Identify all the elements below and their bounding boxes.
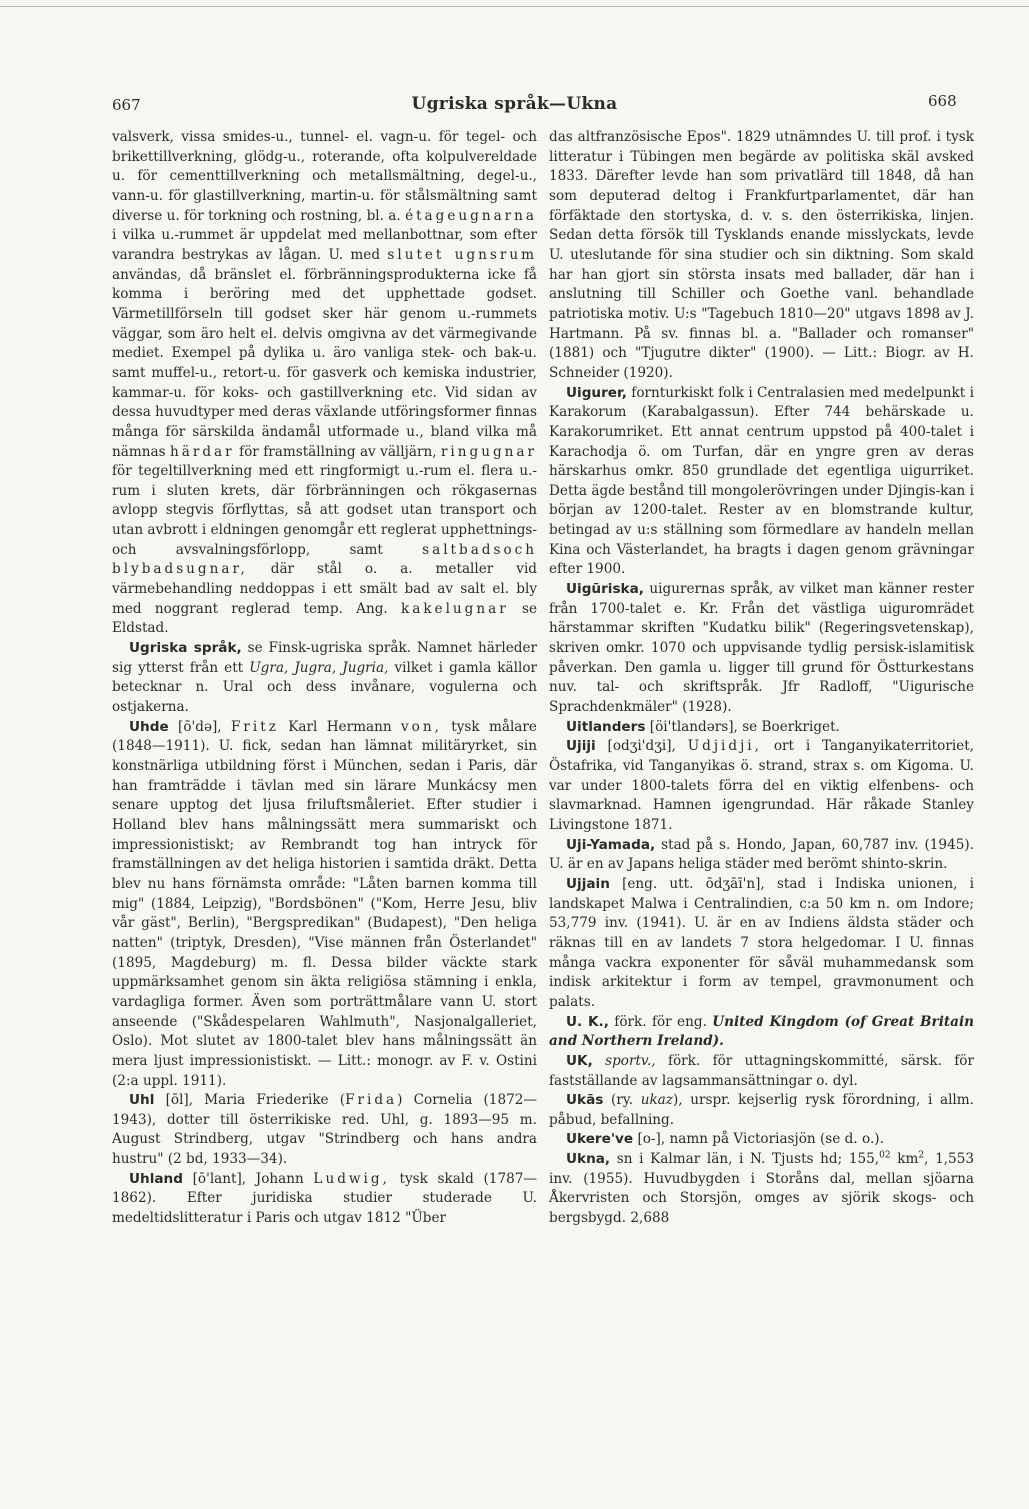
headword: Uji-Yamada, <box>566 836 656 853</box>
entry-ukereve: Ukere've [o-], namn på Victoriasjön (se d. o.). <box>566 1131 884 1148</box>
headword: Ujiji <box>566 738 596 755</box>
headword: Uhde <box>129 718 169 735</box>
headword: Ujjain <box>566 875 610 892</box>
headword: UK, <box>566 1052 593 1069</box>
entry-uk: U. K., förk. för eng. United Kingdom (of Great Britain and Northern Ireland). <box>549 1013 974 1050</box>
entry-uk-sport: UK, sportv., förk. för uttagningskommitté, särsk. för fastställande av lagsammansättningar o. dyl. <box>549 1052 974 1089</box>
entry-ujjain: Ujjain [eng. utt. ōdʒāī'n], stad i Indiska unionen, i landskapet Malwa i Centralindien, c:a 50 km n. om Indore; 53,779 inv. (1941). U. är en av Indiens äldsta städer och räknas till en av landets 7 stora helgedomar. I U. finnas många vackra exponenter för såväl muhammedansk som indisk arkitektur i form av tempel, gravmonument och palats. <box>549 875 975 1010</box>
left-column <box>112 128 537 1229</box>
headword: Uitlanders <box>566 718 646 735</box>
entry-ukas: Ukās (ry. ukaz), urspr. kejserlig rysk förordning, i allm. påbud, befallning. <box>549 1092 974 1128</box>
continued-paragraph: valsverk, vissa smides-u., tunnel- el. vagn-u. för tegel- och brikettillverkning, glödg-u., roterande, ofta kolpulvereldade u. för cementtillverkning och metallsmältning, degel-u., vann-u. för glastillverkning, martin-u. för stålsmältning samt diverse u. för torkning och rostning, bl. a. étageugnarna i vilka u.-rummet är uppdelat med mellanbottnar, som efter varandra bestrykas av lågan. U. med slutet ugnsrum användas, då bränslet el. förbränningsprodukterna icke få komma i beröring med det upphettade godset. Värmetillförseln till godset sker här genom u.-rummets väggar, som äro helt el. delvis omgivna av det värmegivande mediet. Exempel på dylika u. äro vanliga stek- och bak-u. samt muffel-u., retort-u. för gasverk och kemiska industrier, kammar-u. för koks- och gastillverkning etc. Vid sidan av dessa huvudtyper med deras växlande utföringsformer finnas många för särskilda ändamål utformade u., bland vilka må nämnas härdar för framställning av välljärn, ringugnar för tegeltillverkning med ett ringformigt u.-rum el. flera u.-rum i sluten krets, där förbränningen och rökgasernas avlopp stegvis förflyttas, så att godset utan transport och utan avbrott i eldningen genomgår ett reglerat upphettnings- och avsvalningsförlopp, samt saltbadsoch blybadsugnar, där stål o. a. metaller vid värmebehandling neddoppas i ett smält bad av salt el. bly med noggrant reglerad temp. Ang. kakelugnar se Eldstad. <box>112 129 537 637</box>
running-header <box>0 92 1029 120</box>
headword: U. K., <box>566 1013 609 1030</box>
page-number-right: 668 <box>928 92 957 110</box>
entry-uhland: Uhland [ō'lant], Johann Ludwig, tysk skald (1787—1862). Efter juridiska studier studerade U. medeltidslitteratur i Paris och utgav 1812 "Über <box>112 1170 537 1227</box>
headword: Ukna, <box>566 1151 611 1168</box>
headword: Ukere've <box>566 1131 634 1148</box>
entry-uigurer: Uigurer, fornturkiskt folk i Centralasien med medelpunkt i Karakorum (Karabalgassun). Efter 744 behärskade u. Karakorumriket. Ett annat centrum uppstod på 400-talet i Karachodja ö. om Turfan, där en yngre gren av deras härskarhus omkr. 850 grundlade det egentliga uigurriket. Detta ägde bestånd till mongolerövringen under Djingis-kan i början av 1200-talet. Rester av en blomstrande kultur, betingad av u:s ställning som förmedlare av handeln mellan Kina och Västerlandet, ha bragts i dagen genom grävningar efter 1900. <box>549 384 974 578</box>
continued-paragraph: das altfranzösische Epos". 1829 utnämndes U. till prof. i tysk litteratur i Tübingen men begärde av politiska skäl avsked 1833. Därefter levde han som privatlärd till 1848, då han som deputerad deltog i Frankfurtparlamentet, där han förfäktade den stortyska, d. v. s. den österrikiska, linjen. Sedan detta försök till Tysklands enande misslyckats, levde U. uteslutande för sina studier och sin diktning. Som skald har han gjort sin största insats med ballader, där han i anslutning till Schiller och Goethe vanl. behandlade patriotiska motiv. U:s "Tagebuch 1810—20" utgavs 1898 av J. Hartmann. På sv. finnas bl. a. "Ballader och romanser" (1881) och "Tjugutre dikter" (1900). — Litt.: Biogr. av H. Schneider (1920). <box>549 129 974 381</box>
headword: Uhl <box>129 1092 155 1109</box>
entry-ugriska-sprak: Ugriska språk, se Finsk-ugriska språk. Namnet härleder sig ytterst från ett Ugra, Jugra, Jugria, vilket i gamla källor betecknar n. Ural och dess invånare, vogulerna och ostjakerna. <box>112 640 538 716</box>
headword: Uhland <box>129 1170 183 1187</box>
headword: Uigurer, <box>566 384 627 401</box>
headword: Ugriska språk, <box>129 640 242 657</box>
right-column <box>549 128 974 1229</box>
entry-uhde: Uhde [ō'də], Fritz Karl Hermann von, tysk målare (1848—1911). U. fick, sedan han lämnat militäryrket, sin konstnärliga utbildning först i München, sedan i Paris, där han framträdde i tävlan med sin lärare Munkácsy men senare upptog det ljusa friluftsmåleriet. Efter studier i Holland blev hans målningssätt mera summariskt och impressionistiskt; av Rembrandt tog han intryck för framställningen av det heliga historien i samtida dräkt. Detta blev nu hans förnämsta område: "Låten barnen komma till mig" (1884, Leipzig), "Bordsbönen" ("Kom, Herre Jesu, bliv vår gäst", Berlin), "Bergspredikan" (Budapest), "Den heliga natten" (triptyk, Dresden), "Vise männen från Österlandet" (1895, Magdeburg) m. fl. Dessa bilder väckte stark uppmärksamhet genom sin äkta religiösa stämning i enkla, vardagliga former. Även som porträttmålare vann U. stort anseende ("Skådespelaren Wahlmuth", Nasjonalgalleriet, Oslo). Mot slutet av 1800-talet blev hans målningssätt än mera ljust impressionistiskt. — Litt.: monogr. av F. v. Ostini (2:a uppl. 1911). <box>112 718 537 1089</box>
page-top-rule <box>0 6 1029 7</box>
entry-uitlanders: Uitlanders [öi'tlandərs], se Boerkriget. <box>566 718 840 735</box>
headword: Uigūriska, <box>566 581 644 598</box>
running-title: Ugriska språk—Ukna <box>411 94 618 114</box>
entry-ukna: Ukna, sn i Kalmar län, i N. Tjusts hd; 155,02 $km^2$, 1,553 inv. (1955). Huvudbygden i Storåns dal, mellan sjöarna Åkervristen och Storsjön, omges av sjörik skogs- och bergsbygd. 2,688 <box>549 1150 974 1227</box>
entry-uji-yamada: Uji-Yamada, stad på s. Hondo, Japan, 60,787 inv. (1945). U. är en av Japans heliga städer med berömt shinto-skrin. <box>549 836 974 873</box>
page-number-left: 667 <box>112 96 141 114</box>
headword: Ukās <box>566 1092 604 1109</box>
entry-ujiji: Ujiji [odʒi'dʒi], Udjidji, ort i Tanganyikaterritoriet, Östafrika, vid Tanganyikas ö. strand, strax s. om Kigoma. U. var under 1800-talets förra del en viktig elfenbens- och slavmarknad. Hamnen igengrundad. Här råkade Stanley Livingstone 1871. <box>549 738 974 833</box>
entry-uiguriska: Uigūriska, uigurernas språk, av vilket man känner rester från 1700-talet e. Kr. Från det västliga uiguromrädet härstammar skriften "Kudatku bilik" (Regeringsvetenskap), skriven omkr. 1070 och uppvisande tydlig persisk-islamitisk påverkan. Den gamla u. ligger till grund för Östturkestans nuv. tal- och skriftspråk. Jfr Radloff, "Uigurische Sprachdenkmäler" (1928). <box>549 581 974 716</box>
entry-uhl: Uhl [ōl], Maria Friederike (Frida) Cornelia (1872—1943), dotter till österrikiske red. Uhl, g. 1893—95 m. August Strindberg, utgav "Strindberg och hans andra hustru" (2 bd, 1933—34). <box>112 1092 537 1168</box>
